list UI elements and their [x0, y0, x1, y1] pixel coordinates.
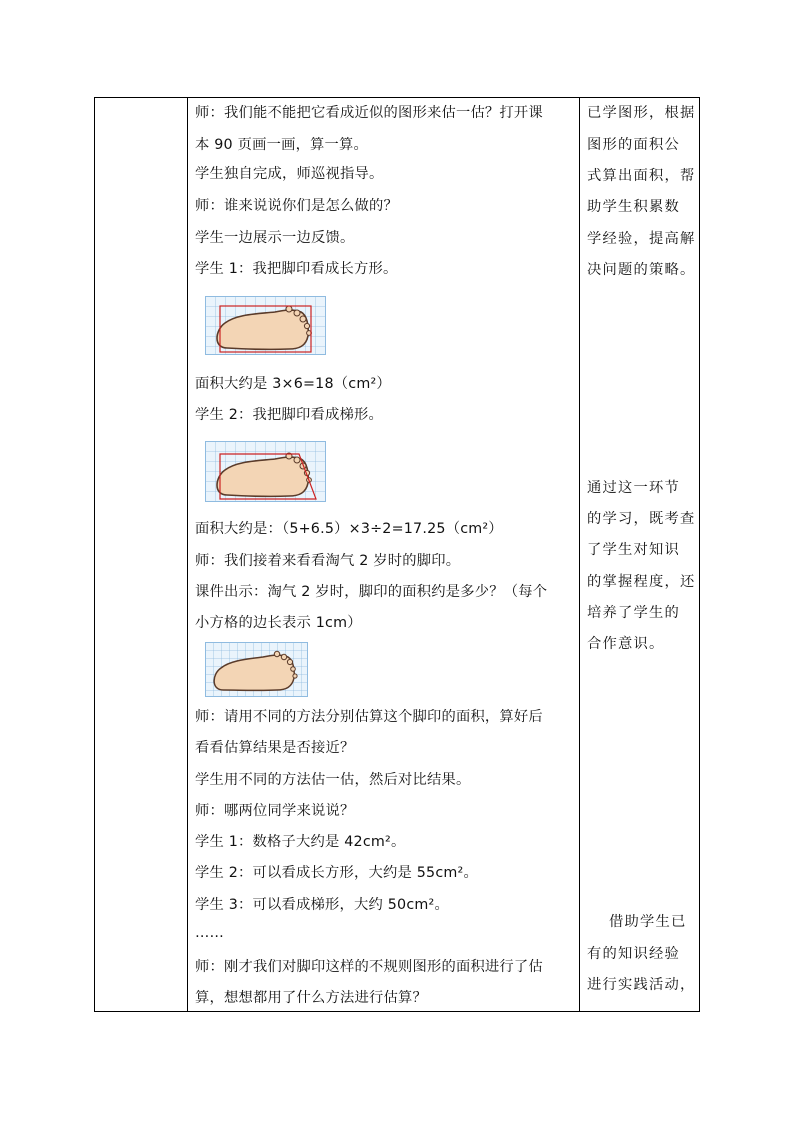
- note-line: 的掌握程度，还: [587, 574, 696, 590]
- note-line: 借助学生已: [609, 914, 687, 930]
- column-divider-2: [579, 98, 580, 1011]
- note-line: 决问题的策略。: [587, 262, 696, 278]
- note-line: 的学习，既考查: [587, 511, 696, 527]
- lesson-line: 面积大约是 3×6=18（cm²）: [195, 376, 391, 392]
- lesson-line: 学生用不同的方法估一估，然后对比结果。: [195, 772, 471, 788]
- note-line: 合作意识。: [587, 636, 665, 652]
- lesson-line: 小方格的边长表示 1cm）: [195, 615, 362, 631]
- lesson-line: 学生 2：可以看成长方形，大约是 55cm²。: [195, 865, 478, 881]
- footprint-trapezoid-figure: [205, 441, 327, 503]
- note-line: 助学生积累数: [587, 199, 680, 215]
- lesson-line: 学生 2：我把脚印看成梯形。: [195, 407, 384, 423]
- lesson-line: 学生 1：我把脚印看成长方形。: [195, 261, 398, 277]
- lesson-line: 算，想想都用了什么方法进行估算？: [195, 990, 427, 1006]
- lesson-line: 师：刚才我们对脚印这样的不规则图形的面积进行了估: [195, 959, 543, 975]
- footprint-grid-figure: [205, 642, 309, 698]
- lesson-line: 师：我们接着来看看淘气 2 岁时的脚印。: [195, 553, 461, 569]
- lesson-line: ……: [195, 925, 224, 941]
- lesson-line: 师：哪两位同学来说说？: [195, 803, 355, 819]
- lesson-line: 课件出示：淘气 2 岁时，脚印的面积约是多少？（每个: [195, 584, 548, 600]
- lesson-line: 师：谁来说说你们是怎么做的？: [195, 198, 398, 214]
- note-line: 进行实践活动，: [587, 977, 696, 993]
- lesson-line: 学生独自完成，师巡视指导。: [195, 166, 384, 182]
- note-line: 式算出面积，帮: [587, 168, 696, 184]
- lesson-line: 学生 3：可以看成梯形，大约 50cm²。: [195, 897, 449, 913]
- lesson-line: 学生 1：数格子大约是 42cm²。: [195, 834, 406, 850]
- note-line: 已学图形，根据: [587, 105, 696, 121]
- note-line: 有的知识经验: [587, 946, 680, 962]
- lesson-line: 看看估算结果是否接近？: [195, 740, 355, 756]
- lesson-line: 本 90 页画一画，算一算。: [195, 137, 369, 153]
- lesson-line: 师：请用不同的方法分别估算这个脚印的面积，算好后: [195, 709, 543, 725]
- lesson-table: [94, 97, 700, 1012]
- note-line: 图形的面积公: [587, 137, 680, 153]
- note-line: 了学生对知识: [587, 542, 680, 558]
- note-line: 学经验，提高解: [587, 231, 696, 247]
- note-line: 通过这一环节: [587, 480, 680, 496]
- note-line: 培养了学生的: [587, 605, 680, 621]
- lesson-line: 师：我们能不能把它看成近似的图形来估一估？打开课: [195, 105, 543, 121]
- lesson-line: 学生一边展示一边反馈。: [195, 230, 355, 246]
- lesson-line: 面积大约是：（5+6.5）×3÷2=17.25（cm²）: [195, 521, 503, 537]
- footprint-rectangle-figure: [205, 296, 327, 356]
- column-divider-1: [187, 98, 188, 1011]
